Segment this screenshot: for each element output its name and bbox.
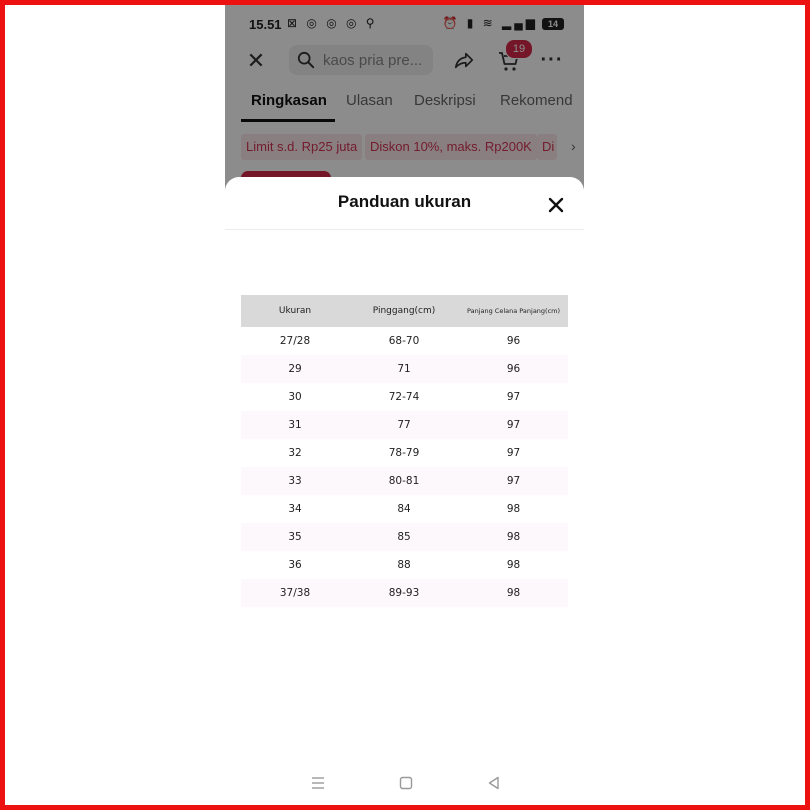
length-cell: 98	[506, 503, 521, 515]
table-row	[241, 355, 568, 383]
tab-ringkasan[interactable]: Ringkasan	[251, 92, 327, 109]
size-cell: 37/38	[241, 579, 349, 607]
size-cell: 34	[288, 503, 302, 515]
table-row	[241, 411, 568, 439]
size-cell: 31	[241, 411, 349, 439]
waist-cell: 71	[349, 355, 459, 383]
length-cell: 96	[506, 335, 521, 347]
promo-partial[interactable]: Di	[537, 134, 557, 160]
waist-cell: 84	[397, 503, 411, 515]
chevron-right-icon[interactable]: ›	[571, 138, 576, 154]
dim-overlay[interactable]	[225, 5, 584, 205]
table-row	[241, 467, 568, 495]
menu-icon[interactable]	[310, 775, 326, 791]
length-cell: 97	[459, 467, 568, 495]
size-cell: 33	[241, 467, 349, 495]
length-cell: 98	[506, 559, 521, 571]
close-icon[interactable]: ✕	[246, 48, 266, 73]
waist-cell: 72-74	[388, 391, 420, 403]
size-cell: 36	[288, 559, 302, 571]
length-cell: 97	[459, 411, 568, 439]
notification-icons: ⊠ ◎ ◎ ◎ ⚲	[287, 16, 378, 30]
tab-deskripsi[interactable]: Deskripsi	[414, 92, 476, 109]
waist-cell: 78-79	[388, 447, 420, 459]
size-cell: 30	[288, 391, 302, 403]
waist-cell: 80-81	[349, 467, 459, 495]
product-page-background	[225, 5, 584, 205]
tab-ulasan[interactable]: Ulasan	[346, 92, 393, 109]
home-icon[interactable]	[398, 775, 414, 791]
system-nav-bar	[225, 769, 584, 799]
phone-screen	[225, 5, 584, 805]
promo-discount[interactable]: Diskon 10%, maks. Rp200K	[365, 134, 537, 160]
size-cell: 29	[241, 355, 349, 383]
divider	[225, 229, 584, 230]
waist-cell: 68-70	[388, 335, 420, 347]
back-icon[interactable]	[486, 775, 502, 791]
table-row	[241, 327, 568, 355]
waist-cell: 77	[349, 411, 459, 439]
cart-count-badge: 19	[505, 39, 533, 59]
status-time: 15.51	[249, 17, 282, 32]
length-cell: 97	[506, 391, 521, 403]
size-table	[241, 295, 568, 607]
waist-cell: 88	[397, 559, 411, 571]
size-cell: 35	[241, 523, 349, 551]
table-row	[241, 383, 568, 411]
table-row	[241, 523, 568, 551]
waist-cell: 85	[349, 523, 459, 551]
size-cell: 27/28	[279, 335, 311, 347]
tab-rekomendasi[interactable]: Rekomend	[500, 92, 573, 109]
table-row	[241, 551, 568, 579]
length-cell: 97	[506, 447, 521, 459]
waist-cell: 89-93	[349, 579, 459, 607]
header-waist: Pinggang(cm)	[349, 295, 459, 327]
header-size: Ukuran	[241, 295, 349, 327]
table-header-row	[241, 295, 568, 327]
size-cell: 32	[288, 447, 302, 459]
table-row	[241, 439, 568, 467]
length-cell: 98	[459, 579, 568, 607]
battery-icon: 14	[542, 18, 564, 30]
table-row	[241, 495, 568, 523]
sheet-title: Panduan ukuran	[337, 192, 472, 211]
length-cell: 96	[459, 355, 568, 383]
system-status-icons: ⏰ ▮ ≋ ▂▄▆	[442, 16, 538, 30]
table-row	[241, 579, 568, 607]
length-cell: 98	[459, 523, 568, 551]
size-guide-sheet	[225, 177, 584, 805]
promo-limit[interactable]: Limit s.d. Rp25 juta	[241, 134, 362, 160]
close-icon[interactable]	[543, 192, 569, 218]
header-length: Panjang Celana Panjang(cm)	[459, 295, 568, 327]
search-placeholder: kaos pria pre...	[323, 51, 423, 69]
more-options-icon[interactable]: ···	[540, 48, 564, 71]
